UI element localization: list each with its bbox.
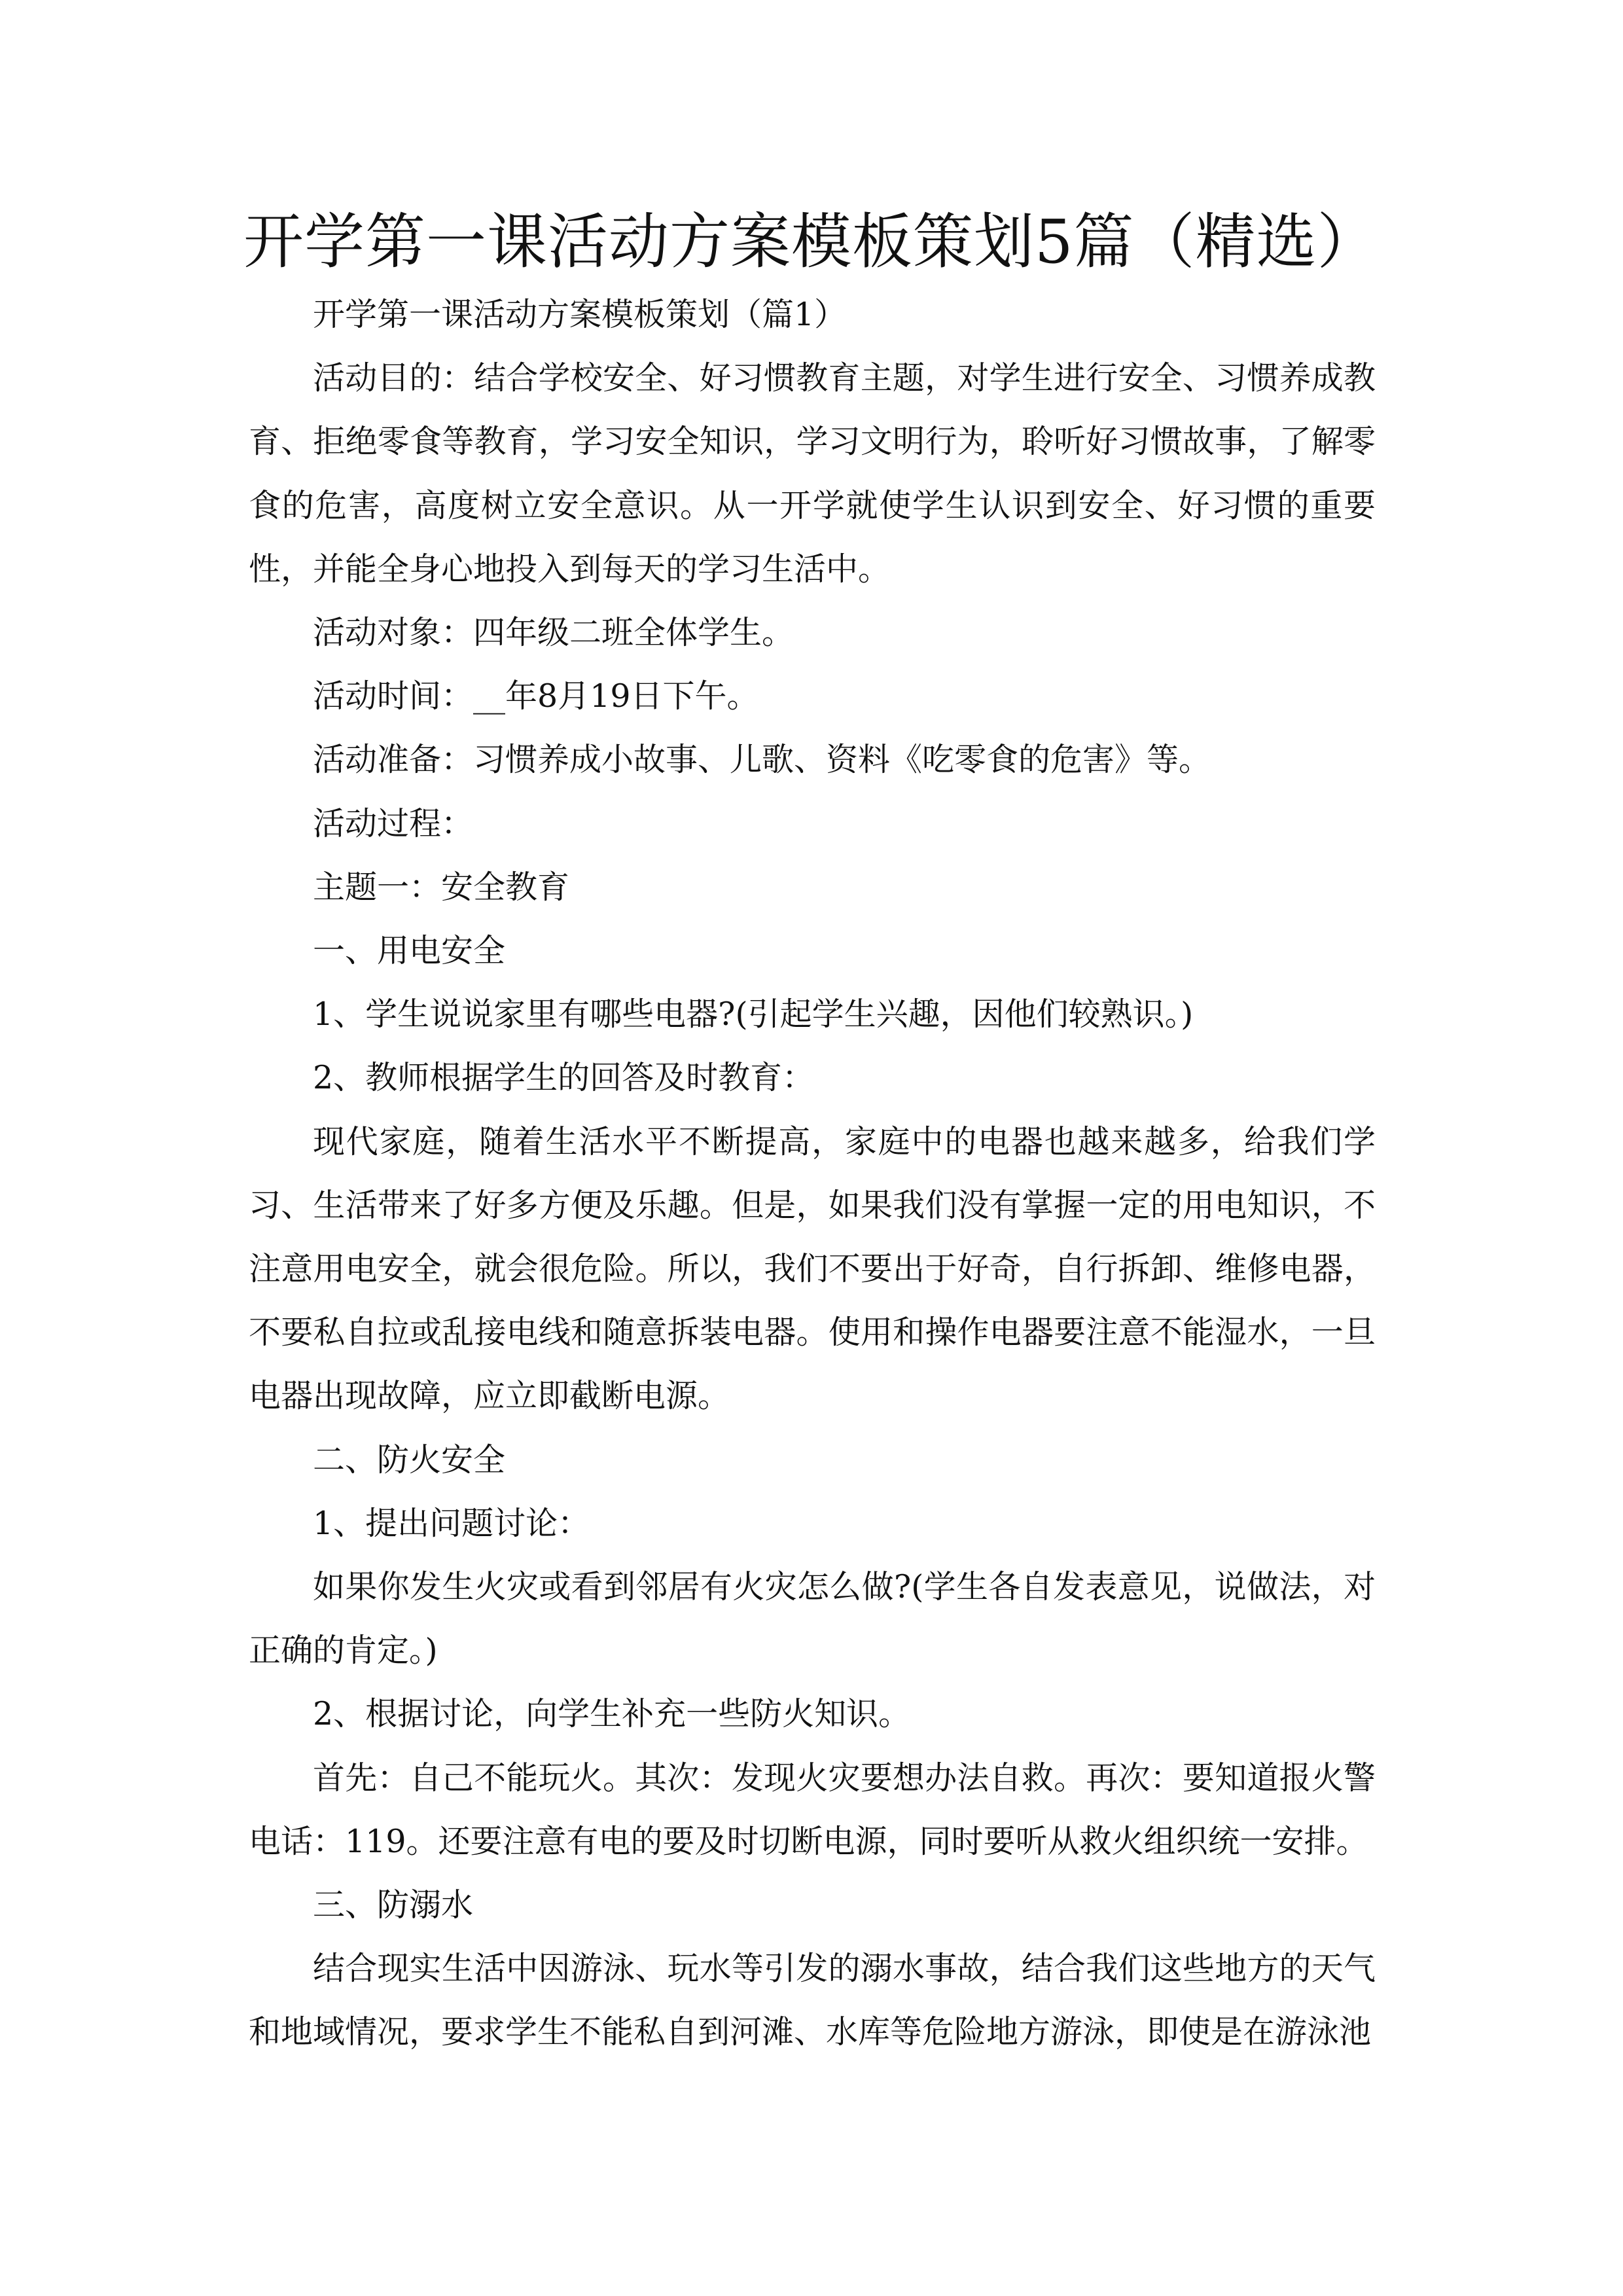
paragraph-activity-goal: 活动目的：结合学校安全、好习惯教育主题，对学生进行安全、习惯养成教育、拒绝零食等教育，学习安全知识，学习文明行为，聆听好习惯故事，了解零食的危害，高度树立安全意识。从一开学就使学生认识到安全、好习惯的重要性，并能全身心地投入到每天的学习生活中。 [249,359,1376,588]
paragraph: 1、学生说说家里有哪些电器?(引起学生兴趣，因他们较熟识。) [313,996,1194,1033]
document-body [249,283,1376,2064]
paragraph-electric-safety: 一、用电安全 [313,932,506,970]
paragraph-activity-target: 活动对象：四年级二班全体学生。 [313,614,794,652]
paragraph: 2、教师根据学生的回答及时教育： [313,1059,815,1097]
paragraph: 首先：自己不能玩火。其次：发现火灾要想办法自救。再次：要知道报火警电话：119。还要注意有电的要及时切断电源，同时要听从救火组织统一安排。 [249,1759,1376,1860]
paragraph: 结合现实生活中因游泳、玩水等引发的溺水事故，结合我们这些地方的天气和地域情况，要求学生不能私自到河滩、水库等危险地方游泳，即使是在游泳池 [249,1950,1376,2051]
paragraph: 现代家庭，随着生活水平不断提高，家庭中的电器也越来越多，给我们学习、生活带来了好多方便及乐趣。但是，如果我们没有掌握一定的用电知识，不注意用电安全，就会很危险。所以，我们不要出于好奇，自行拆卸、维修电器，不要私自拉或乱接电线和随意拆装电器。使用和操作电器要注意不能湿水，一旦电器出现故障，应立即截断电源。 [249,1122,1376,1415]
paragraph: 1、提出问题讨论： [313,1504,590,1542]
section-heading: 开学第一课活动方案模板策划（篇1） [313,296,847,333]
paragraph-activity-preparation: 活动准备：习惯养成小故事、儿歌、资料《吃零食的危害》等。 [313,741,1211,779]
paragraph-theme-one: 主题一：安全教育 [313,868,570,906]
paragraph-activity-time: 活动时间：__年8月19日下午。 [313,677,759,715]
paragraph: 如果你发生火灾或看到邻居有火灾怎么做?(学生各自发表意见，说做法，对正确的肯定。) [249,1568,1376,1670]
paragraph-activity-process: 活动过程： [313,804,474,842]
paragraph: 2、根据讨论，向学生补充一些防火知识。 [313,1695,911,1733]
document-title: 开学第一课活动方案模板策划5篇（精选） [243,207,1378,277]
paragraph-drowning-prevention: 三、防溺水 [313,1886,474,1924]
paragraph-fire-safety: 二、防火安全 [313,1441,506,1479]
